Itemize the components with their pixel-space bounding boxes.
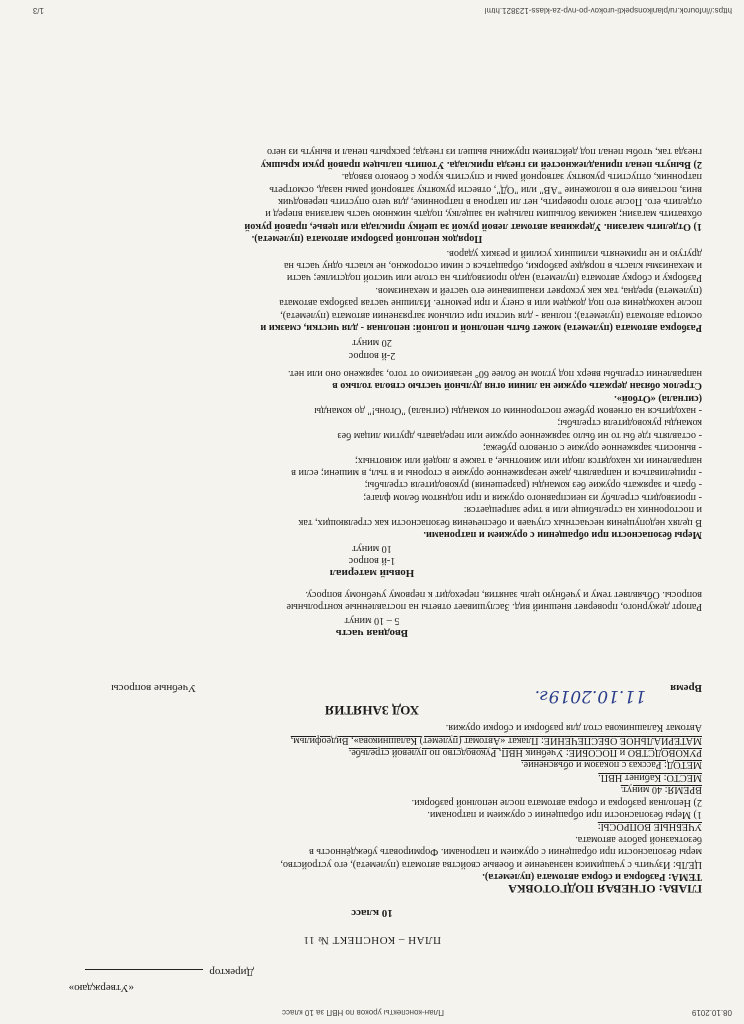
q2-body (32, 145, 702, 333)
q1-line: Стрелок обязан держать оружие на линии огня дульной частью ствола только в (332, 380, 702, 392)
q1-line: (сигнала) «Отбой». (614, 392, 702, 404)
guides-line: РУКОВОДСТВО и ПОСОБИЕ: Учебник НВП, Руководство по пулевой стрельбе. (348, 746, 702, 758)
place-line: МЕСТО: Кабинет НВП. (598, 771, 702, 783)
q1-line: - выносить заряженное оружие с огневого рубежа; (482, 442, 702, 454)
step-line: 1) Отделить магазин. Удерживая автомат левой рукой за шейку приклада или цевье, правой рукой (244, 220, 702, 232)
time-line: ВРЕМЯ: 40 минут. (620, 784, 702, 796)
question-1: 1) Меры безопасности при обращении с оружием и патронами. (427, 808, 702, 820)
q2-time: 20 минут (352, 337, 392, 348)
grade: 10 класс (351, 907, 393, 919)
q2-line: Разборку и сборку автомата (пулемета) надо производить на столе или чистой подстилке; части (286, 272, 702, 284)
intro-line-1: Рапорт дежурного, проверяет внешний вид. Заслушивает ответы на поставленные контрольные (286, 601, 702, 612)
q2-line: другую и не применять излишних усилий и резких ударов. (446, 247, 702, 259)
question-2: 2) Неполная разборка и сборка автомата после неполной разборки. (411, 796, 702, 808)
q1-line: направлении их находятся люди или животные, а также в людей или животных; (354, 454, 702, 466)
goal-line-2: меры безопасности при обращении с оружием и патронами. Формировать убеждённость в (309, 846, 702, 858)
q1-label: 1-й вопрос (348, 555, 396, 566)
signature-line (85, 969, 203, 970)
footer-url: https://infourok.ru/planikonspekti-urokov-po-nvp-za-klass-123821.html (484, 6, 732, 15)
method-line: МЕТОД: Рассказ с показом и объяснение. (521, 759, 702, 771)
intro-time: 5 – 10 минут (344, 615, 400, 626)
step-line: гнезда так, чтобы пенал под действием пружины вышел из гнезда; раскрыть пенал и вынуть из него (267, 146, 702, 158)
questions-column-label: Учебные вопросы (111, 682, 196, 694)
q1-title: Меры безопасности при обращении с оружием и патронами. (423, 529, 702, 540)
q1-time: 10 минут (352, 543, 392, 554)
q1-line: - оставлять где бы то ни было заряженное оружие или передавать другим лицам без (337, 429, 702, 441)
q2-line: после нахождения его под дождем или в снегу и при ремонте. Излишне частая разборка автомата (279, 297, 702, 309)
q2-line: осмотра автомата (пулемета); полная - для чистки при сильном загрязнении автомата (пулемета), (280, 309, 702, 321)
material-line-1: МАТЕРИАЛЬНОЕ ОБЕСПЕЧЕНИЕ: Плакат «Автомат (пулемет) Калашникова», Видеофильм, (290, 734, 702, 746)
print-doc-title: План-конспекты уроков по НВП за 10 класс (282, 1008, 444, 1017)
q1-body (32, 366, 702, 540)
director-text: Директор (209, 966, 254, 978)
q1-line: направлении стрельбы вверх под углом не более 60° независимо от того, заряжено оно или нет. (287, 367, 702, 379)
goal-line-3: безотказной работе автомата. (575, 833, 702, 845)
q1-line: команды руководителя стрельбы; (557, 417, 702, 429)
footer-page: 1/3 (32, 6, 44, 15)
step-line: 2) Вынуть пенал принадлежностей из гнезда приклада. Утопить пальцем правой руки крышку (260, 158, 702, 170)
step-line: отделить его. После этого проверить, нет ли патрона в патроннике, для чего опустить переводчик (278, 195, 702, 207)
q2-line: Разборка автомата (пулемета) может быть неполной и полной: неполная - для чистки, смазки и (260, 322, 702, 333)
intro-line-2: вопросы. Объявляет тему и учебную цель занятия, переходит к первому учебному вопросу. (305, 588, 702, 600)
step-line: патронник, отпустить рукоятку затворной рамы и спустить курок с боевого взвода. (341, 171, 702, 183)
plan-title: ПЛАН – КОНСПЕКТ № 11 (303, 934, 441, 946)
questions-label: УЧЕБНЫЕ ВОПРОСЫ: (597, 821, 702, 833)
goal-line-1: ЦЕЛЬ: Изучить с учащимися назначение и боевые свойства автомата (пулемета), его устройство, (280, 858, 702, 870)
new-material-heading: Новый материал (329, 567, 415, 579)
director-label (85, 966, 254, 978)
lesson-heading: ХОД ЗАНЯТИЯ (324, 703, 420, 718)
q1-line: - производить стрельбу из неисправного оружия и при поднятом белом флаге; (363, 491, 702, 503)
intro-heading: Вводная часть (335, 627, 409, 639)
q1-line: - находиться на огневом рубеже посторонним от команды (сигнала) "Огонь!" до команды (314, 404, 702, 416)
step-line: обхватить магазин; нажимая большим пальцем на защелку, подать нижнюю часть магазина вперед и (265, 208, 702, 220)
approval-label: «Утверждаю» (68, 982, 134, 994)
order-title: Порядок неполной разборки автомата (пулемета). (251, 233, 483, 245)
q1-line: - брать и заряжать оружие без команды (разрешения) руководителя стрельбы; (364, 479, 702, 491)
step-line: вниз, поставив его в положение "АВ" или "ОД", отвести рукоятку затворной рамы назад, осмотреть (269, 183, 702, 195)
q2-line: и механизмы класть в порядке разборки, обращаться с ними осторожно, не класть одну часть на (283, 259, 702, 271)
q2-line: (пулемета) вредна, так как ускоряет изнашивание его частей и механизмов. (375, 284, 702, 296)
q1-line: и посторонних на стрельбище или в тире запрещается: (463, 504, 702, 516)
topic: ТЕМА: Разборка и сборка автомата (пулемета). (482, 871, 702, 882)
chapter: ГЛАВА: ОГНЕВАЯ ПОДГОТОВКА (508, 882, 702, 896)
material-line-2: Автомат Калашникова стол для разборки и сборки оружия. (445, 722, 702, 734)
time-column-label: Время (670, 682, 702, 694)
q1-line: В целях недопущения несчастных случаев и обеспечения безопасности как стреляющих, так (298, 516, 702, 528)
handwritten-date: 11.10.2019г. (534, 686, 646, 706)
print-date: 08.10.2019 (691, 1008, 732, 1017)
q2-label: 2-й вопрос (348, 350, 396, 361)
q1-line: - прицеливаться и направлять даже незаряженное оружие в стороны и в тыл, в мишени; если в (291, 466, 702, 478)
intro-text (32, 587, 702, 612)
lesson-header (32, 721, 702, 896)
